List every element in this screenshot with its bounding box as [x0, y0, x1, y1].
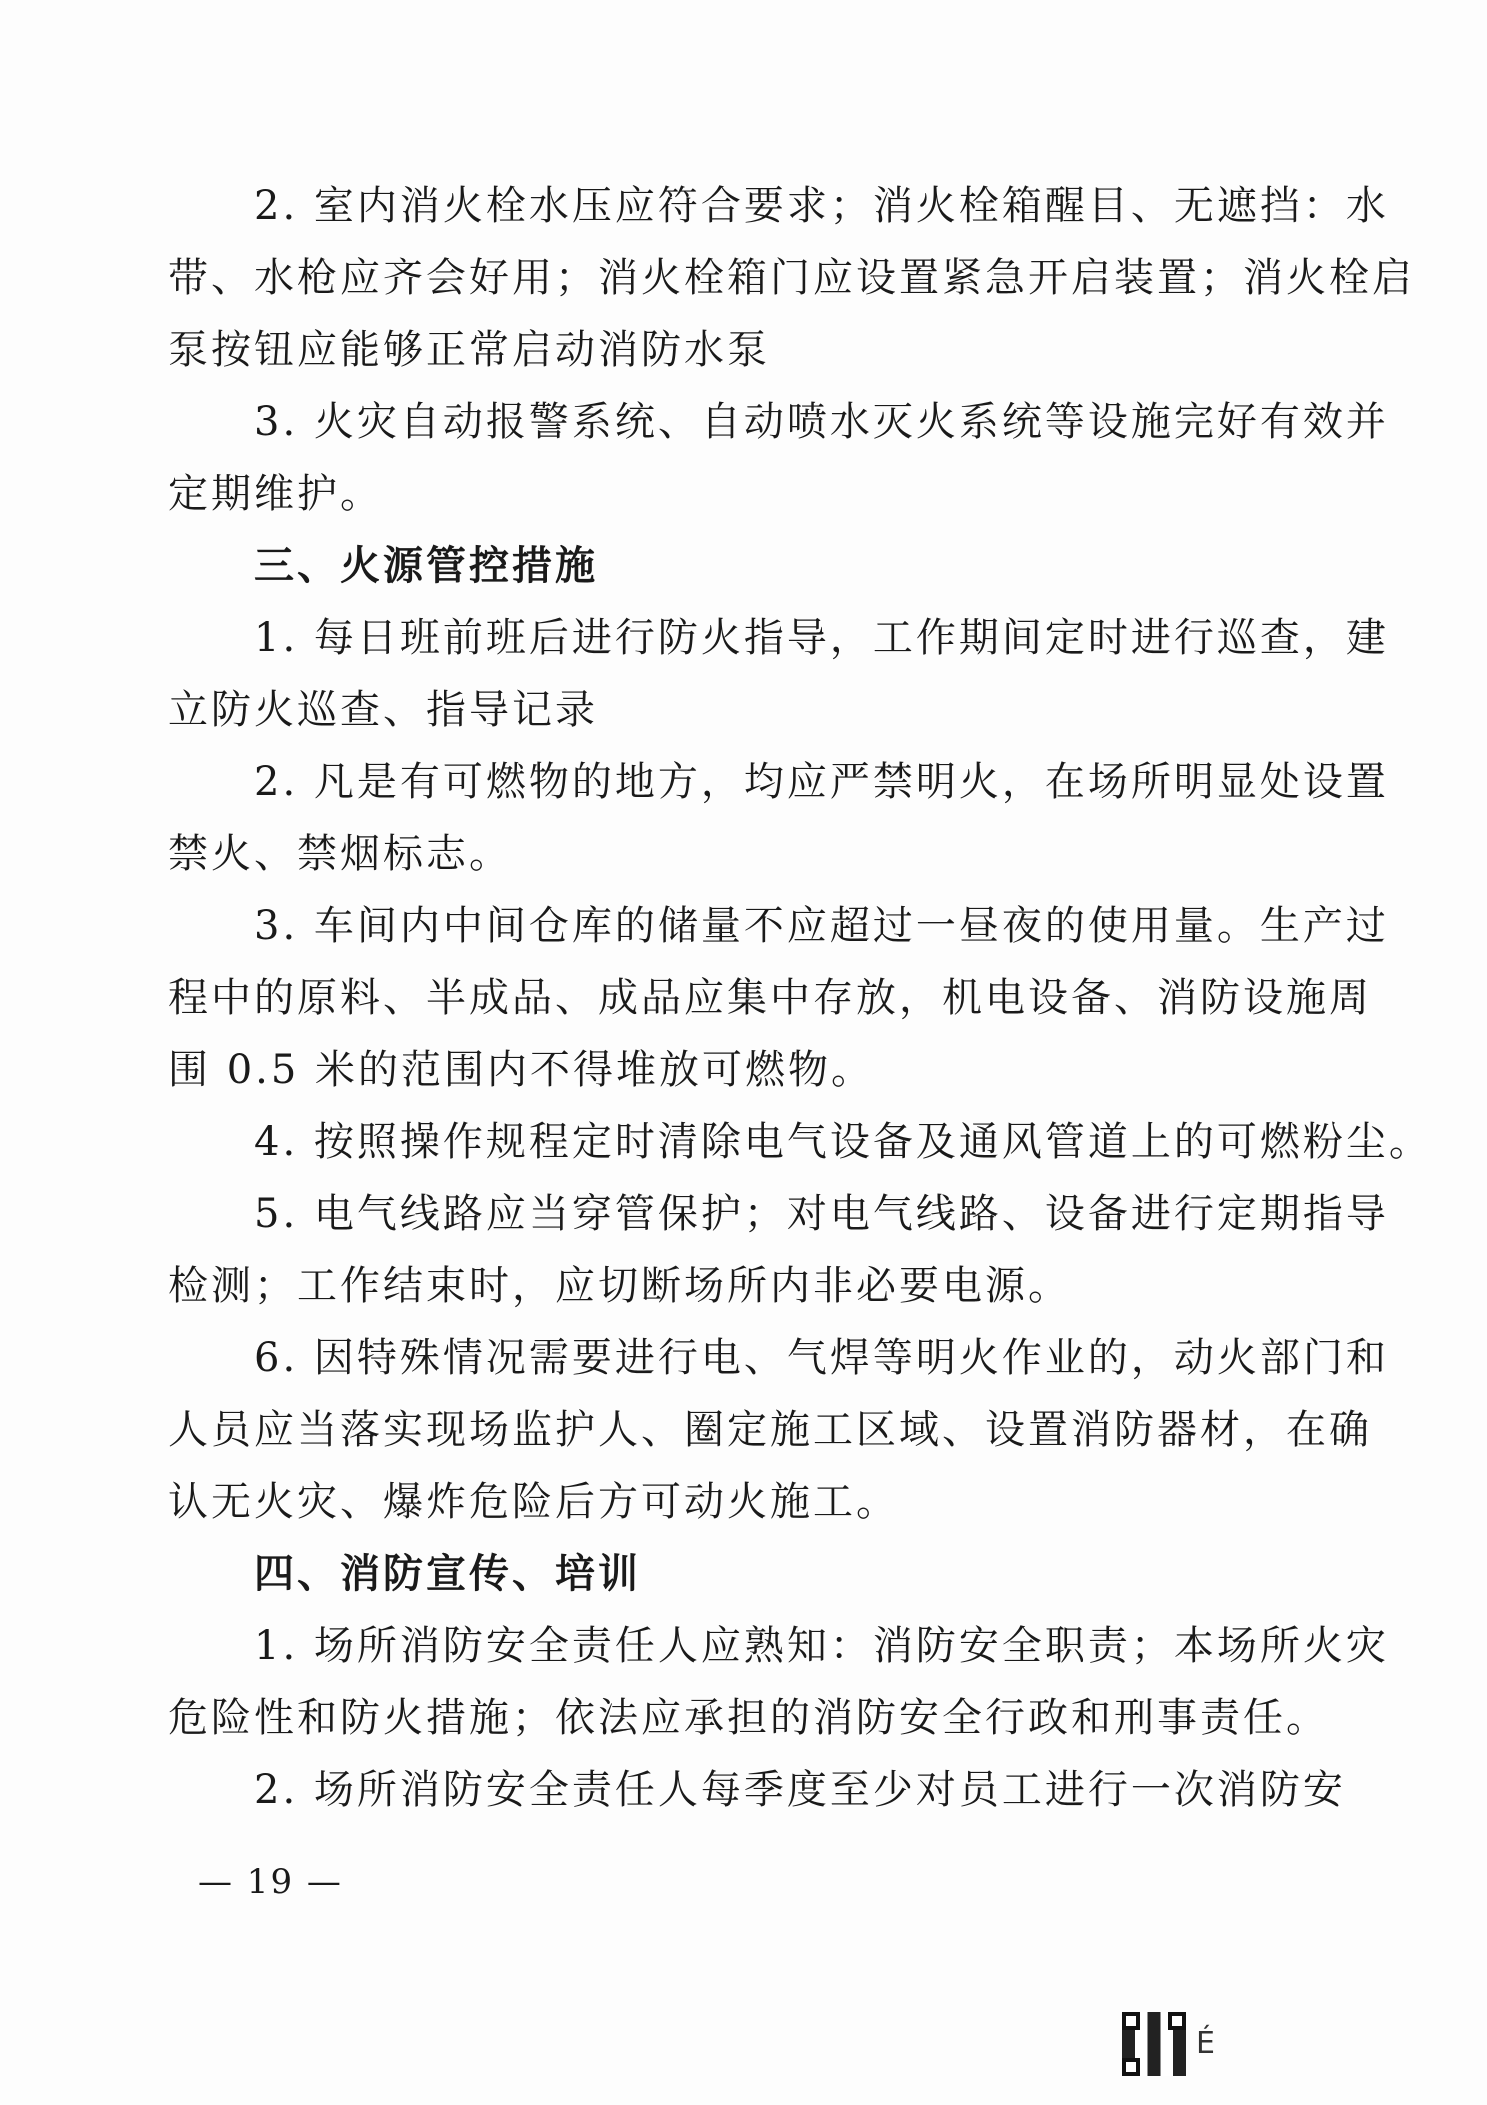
corner-glyph: É [1196, 2026, 1215, 2061]
section-heading: 四、消防宣传、培训 [254, 1551, 641, 1597]
text-line: 1. 场所消防安全责任人应熟知：消防安全职责；本场所火灾 [254, 1623, 1389, 1669]
text-line: 1. 每日班前班后进行防火指导，工作期间定时进行巡查，建 [254, 615, 1389, 661]
section-heading: 三、火源管控措施 [254, 543, 598, 589]
text-line: 认无火灾、爆炸危险后方可动火施工。 [168, 1479, 899, 1525]
text-line: 禁火、禁烟标志。 [168, 831, 512, 877]
text-line: 4. 按照操作规程定时清除电气设备及通风管道上的可燃粉尘。 [254, 1119, 1432, 1165]
text-line: 2. 凡是有可燃物的地方，均应严禁明火，在场所明显处设置 [254, 759, 1389, 805]
text-line: 围 0.5 米的范围内不得堆放可燃物。 [168, 1047, 875, 1093]
text-line: 6. 因特殊情况需要进行电、气焊等明火作业的，动火部门和 [254, 1335, 1389, 1381]
text-line: 程中的原料、半成品、成品应集中存放，机电设备、消防设施周 [168, 975, 1372, 1021]
text-line: 3. 车间内中间仓库的储量不应超过一昼夜的使用量。生产过 [254, 903, 1389, 949]
text-line: 立防火巡查、指导记录 [168, 687, 598, 733]
document-body [168, 170, 1432, 1826]
text-line: 2. 场所消防安全责任人每季度至少对员工进行一次消防安 [254, 1767, 1346, 1813]
text-line: 危险性和防火措施；依法应承担的消防安全行政和刑事责任。 [168, 1695, 1329, 1741]
text-line: 带、水枪应齐会好用；消火栓箱门应设置紧急开启装置；消火栓启 [168, 255, 1415, 301]
text-line: 定期维护。 [168, 471, 383, 517]
text-line: 3. 火灾自动报警系统、自动喷水灭火系统等设施完好有效并 [254, 399, 1389, 445]
text-line: 检测；工作结束时，应切断场所内非必要电源。 [168, 1263, 1071, 1309]
text-line: 5. 电气线路应当穿管保护；对电气线路、设备进行定期指导 [254, 1191, 1389, 1237]
qr-code-icon [1122, 2012, 1186, 2076]
text-line: 泵按钮应能够正常启动消防水泵 [168, 327, 770, 373]
text-line: 人员应当落实现场监护人、圈定施工区域、设置消防器材，在确 [168, 1407, 1372, 1453]
page-number: — 19 — [198, 1862, 343, 1902]
text-line: 2. 室内消火栓水压应符合要求；消火栓箱醒目、无遮挡：水 [254, 183, 1389, 229]
